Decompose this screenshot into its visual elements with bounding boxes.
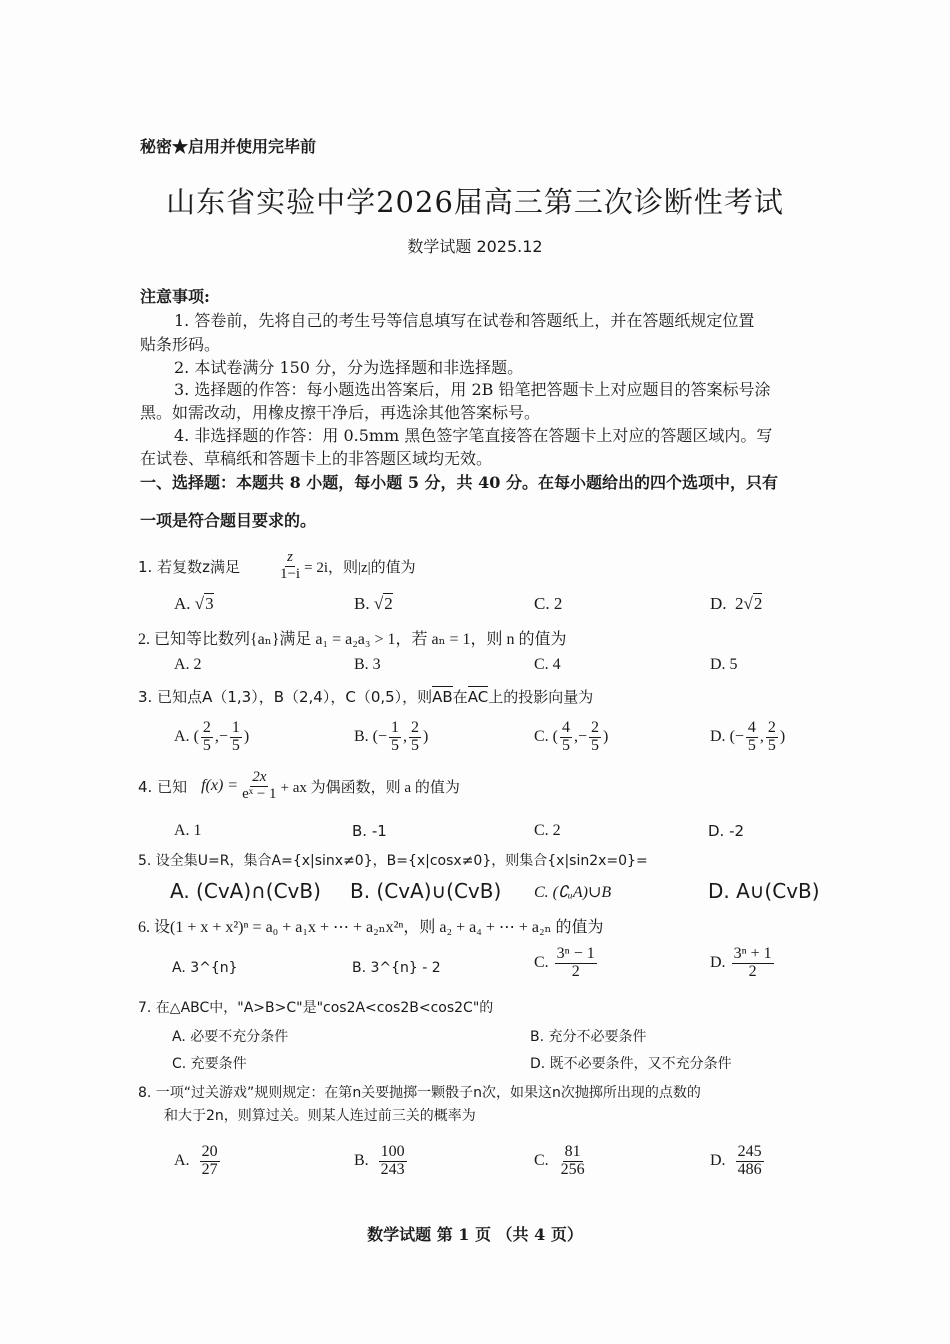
q6-option-c: C. $\frac{\text{3ⁿ − 1}}{2}$ bbox=[534, 945, 595, 980]
q6-option-b: B. 3^{n} - 2 bbox=[352, 960, 441, 976]
notice-item-2: 2. 本试卷满分 150 分，分为选择题和非选择题。 bbox=[174, 358, 524, 377]
q5-option-a: A. (CvA)∩(CvB) bbox=[170, 879, 321, 903]
section-heading-a: 一、选择题：本题共 8 小题，每小题 5 分，共 40 分。在每小题给出的四个选项中，只有 bbox=[140, 473, 778, 492]
q3-option-a: A. ( $\frac{2}{5}$ ,− $\frac{1}{5}$ ) bbox=[174, 719, 250, 754]
q8-option-c: C. $\frac{81}{256}$ bbox=[534, 1143, 585, 1178]
notice-heading: 注意事项: bbox=[140, 287, 210, 306]
notice-item-4a: 4. 非选择题的作答：用 0.5mm 黑色签字笔直接答在答题卡上对应的答题区域内。写 bbox=[174, 426, 773, 445]
q1-option-d: D. 2√2 bbox=[710, 594, 763, 613]
q5-option-c: C. (∁ᵤA)∪B bbox=[534, 884, 612, 901]
q2-option-a: A. 2 bbox=[174, 656, 202, 673]
q1-option-c: C. 2 bbox=[534, 594, 563, 613]
q6-option-d: D. $\frac{\text{3ⁿ + 1}}{2}$ bbox=[710, 945, 772, 980]
confidential-mark: 秘密★启用并使用完毕前 bbox=[140, 137, 317, 156]
q7-option-d: D. 既不必要条件，又不充分条件 bbox=[530, 1056, 732, 1072]
q7-option-b: B. 充分不必要条件 bbox=[530, 1029, 647, 1045]
vector-ac: AC bbox=[467, 688, 489, 706]
q6-option-a: A. 3^{n} bbox=[172, 960, 238, 976]
notice-item-4b: 在试卷、草稿纸和答题卡上的非答题区域均无效。 bbox=[140, 449, 493, 468]
section-heading-b: 一项是符合题目要求的。 bbox=[140, 511, 317, 530]
vector-ab: AB bbox=[432, 688, 453, 706]
q2-option-d: D. 5 bbox=[710, 656, 738, 673]
q8-option-d: D. $\frac{245}{486}$ bbox=[710, 1143, 762, 1178]
question-7: 7. 在△ABC中，"A>B>C"是"cos2A<cos2B<cos2C"的 bbox=[138, 1000, 494, 1016]
question-4: 4. 已知 f(x) = $\frac{2x}{\text{eˣ − 1}}$ + ax 为偶函数，则 a 的值为 bbox=[138, 769, 460, 802]
notice-item-3a: 3. 选择题的作答：每小题选出答案后，用 2B 铅笔把答题卡上对应题目的答案标号涂 bbox=[174, 380, 771, 399]
q7-option-a: A. 必要不充分条件 bbox=[172, 1029, 289, 1045]
q4-option-a: A. 1 bbox=[174, 822, 202, 839]
question-5: 5. 设全集U=R，集合A={x|sinx≠0}，B={x|cosx≠0}，则集合{x|sin2x=0}= bbox=[138, 853, 648, 869]
question-1 bbox=[138, 550, 416, 583]
q5-option-d: D. A∪(CvB) bbox=[708, 879, 820, 903]
q1-fraction: $\frac{z}{1-i}$ bbox=[279, 549, 301, 582]
question-2: 2. 已知等比数列{aₙ}满足 a₁ = a₂a₃ > 1，若 aₙ = 1，则 n 的值为 bbox=[138, 631, 567, 648]
q8-option-b: B. $\frac{100}{243}$ bbox=[354, 1143, 405, 1178]
page-footer: 数学试题 第 1 页 （共 4 页） bbox=[367, 1225, 583, 1244]
exam-title: 山东省实验中学2026届高三第三次诊断性考试 bbox=[166, 185, 784, 219]
q3-option-b: B. (− $\frac{1}{5}$ , $\frac{2}{5}$ ) bbox=[354, 719, 429, 754]
q2-option-c: C. 4 bbox=[534, 656, 561, 673]
q4-fraction: $\frac{2x}{\text{eˣ − 1}}$ bbox=[242, 769, 277, 802]
question-6: 6. 设(1 + x + x²)ⁿ = a₀ + a₁x + ⋯ + a₂ₙx²ⁿ，则 a₂ + a₄ + ⋯ + a₂ₙ 的值为 bbox=[138, 919, 604, 936]
q3-option-c: C. ( $\frac{4}{5}$ ,− $\frac{2}{5}$ ) bbox=[534, 719, 609, 754]
q1-stem-pre: 1. 若复数z满足 bbox=[138, 557, 240, 576]
notice-item-1a: 1. 答卷前，先将自己的考生号等信息填写在试卷和答题纸上，并在答题纸规定位置 bbox=[174, 311, 755, 330]
q7-option-c: C. 充要条件 bbox=[172, 1056, 247, 1072]
q1-option-a: A. √3 bbox=[174, 594, 214, 613]
notice-item-1b: 贴条形码。 bbox=[140, 335, 221, 354]
q5-option-b: B. (CvA)∪(CvB) bbox=[350, 879, 502, 903]
q4-option-c: C. 2 bbox=[534, 822, 561, 839]
q1-stem-post: = 2i，则|z|的值为 bbox=[304, 559, 416, 576]
question-8b: 和大于2n，则算过关。则某人连过前三关的概率为 bbox=[164, 1108, 476, 1124]
q8-option-a: A. $\frac{20}{27}$ bbox=[174, 1143, 218, 1178]
question-8a: 8. 一项“过关游戏”规则规定：在第n关要抛掷一颗骰子n次，如果这n次抛掷所出现的点数的 bbox=[138, 1085, 701, 1101]
q3-option-d: D. (− $\frac{4}{5}$ , $\frac{2}{5}$ ) bbox=[710, 719, 786, 754]
q1-option-b: B. √2 bbox=[354, 594, 393, 613]
notice-item-3b: 黑。如需改动，用橡皮擦干净后，再选涂其他答案标号。 bbox=[140, 403, 541, 422]
question-3: 3. 已知点A（1,3），B（2,4），C（0,5），则AB在AC上的投影向量为 bbox=[138, 688, 594, 706]
q4-option-b: B. -1 bbox=[352, 822, 387, 840]
exam-subtitle: 数学试题 2025.12 bbox=[407, 237, 543, 256]
q4-option-d: D. -2 bbox=[708, 822, 745, 840]
q2-option-b: B. 3 bbox=[354, 656, 381, 673]
